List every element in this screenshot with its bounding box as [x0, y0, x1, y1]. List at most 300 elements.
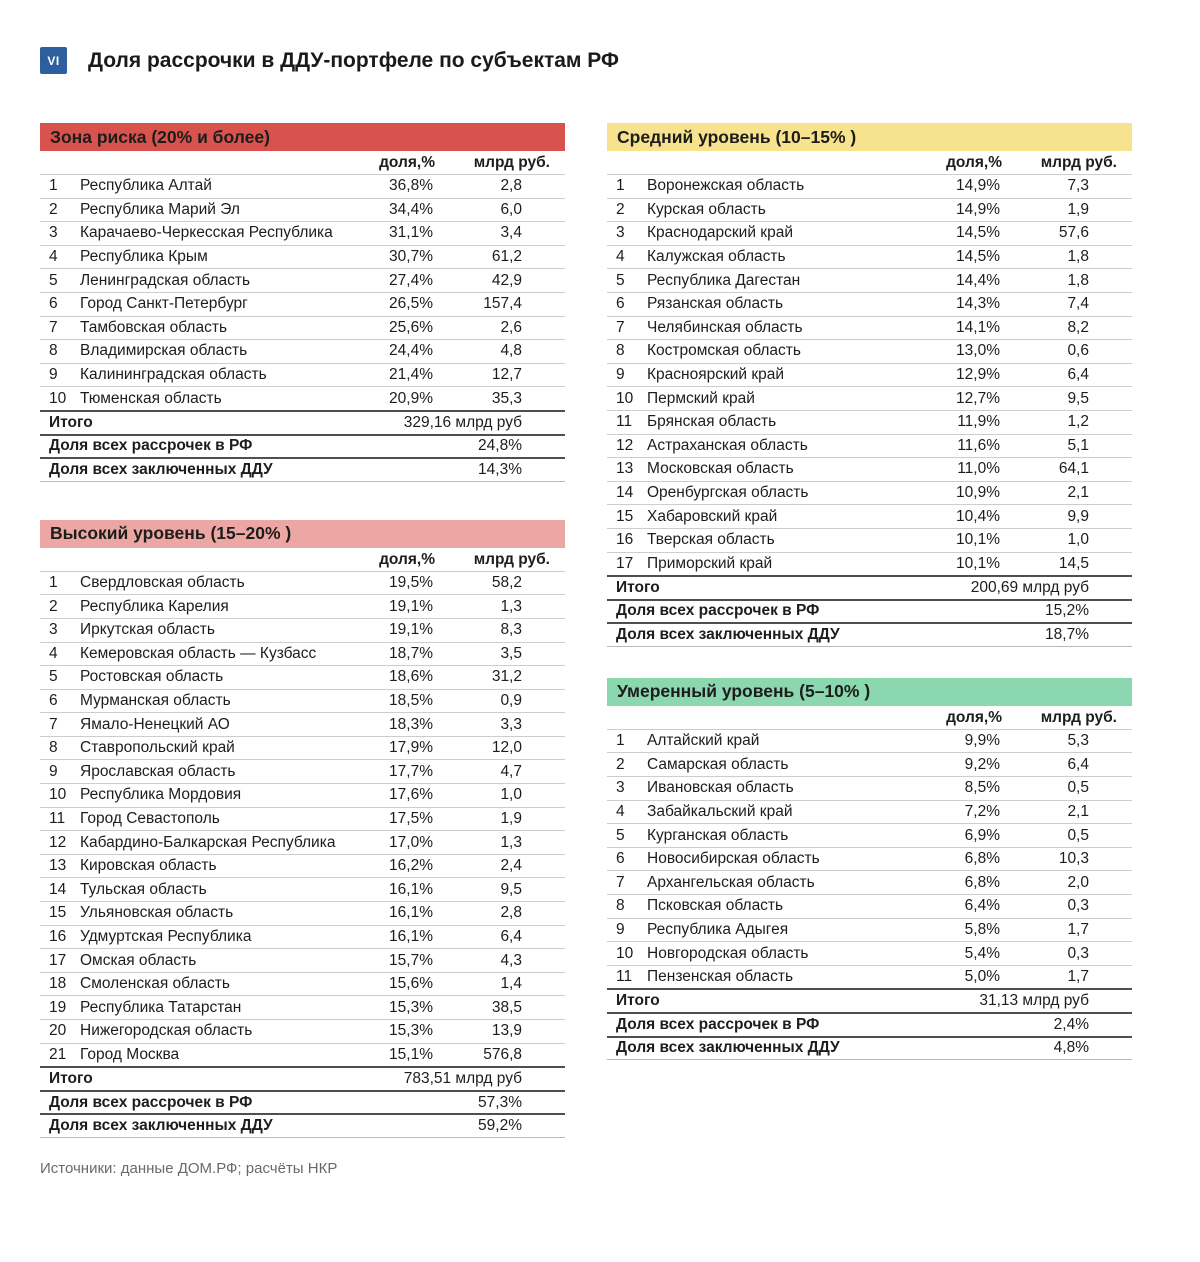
- row-volume: 2,1: [1067, 802, 1089, 820]
- row-rank: 9: [49, 762, 58, 780]
- row-region: Кабардино-Балкарская Республика: [80, 833, 336, 851]
- source-note: Источники: данные ДОМ.РФ; расчёты НКР: [40, 1159, 338, 1177]
- table-risk-zone: [40, 123, 565, 482]
- total-label: Доля всех заключенных ДДУ: [616, 1039, 840, 1057]
- row-volume: 4,3: [500, 951, 522, 969]
- row-share: 19,1%: [389, 621, 433, 639]
- row-rank: 2: [616, 200, 625, 218]
- row-region: Забайкальский край: [647, 802, 793, 820]
- row-region: Красноярский край: [647, 366, 785, 384]
- row-volume: 13,9: [491, 1022, 522, 1040]
- row-region: Ульяновская область: [80, 904, 234, 922]
- row-share: 14,9%: [956, 177, 1000, 195]
- row-region: Город Севастополь: [80, 809, 220, 827]
- total-label: Доля всех заключенных ДДУ: [49, 460, 273, 478]
- row-volume: 1,8: [1067, 248, 1089, 266]
- total-label: Доля всех рассрочек в РФ: [49, 1093, 253, 1111]
- row-volume: 0,3: [1067, 897, 1089, 915]
- column-header-share: доля,%: [946, 154, 1002, 171]
- row-volume: 64,1: [1058, 460, 1089, 478]
- table-row: [40, 221, 565, 245]
- table-row: [607, 870, 1132, 894]
- table-row: [607, 174, 1132, 198]
- row-rank: 15: [49, 904, 67, 922]
- row-share: 27,4%: [389, 271, 433, 289]
- column-header-volume: млрд руб.: [1040, 154, 1117, 171]
- column-header-row: [40, 151, 565, 174]
- table-rows: [40, 174, 565, 410]
- column-header-row: [607, 151, 1132, 174]
- table-row: [607, 386, 1132, 410]
- row-share: 14,5%: [956, 248, 1000, 266]
- row-rank: 5: [49, 668, 58, 686]
- row-region: Город Москва: [80, 1045, 180, 1063]
- table-row: [40, 571, 565, 595]
- table-totals: [607, 988, 1132, 1059]
- row-share: 24,4%: [389, 342, 433, 360]
- row-share: 36,8%: [389, 177, 433, 195]
- total-label: Доля всех рассрочек в РФ: [49, 437, 253, 455]
- row-volume: 6,4: [1067, 366, 1089, 384]
- row-rank: 4: [49, 644, 58, 662]
- column-header-volume: млрд руб.: [1040, 708, 1117, 726]
- row-region: Ставропольский край: [80, 739, 235, 757]
- table-row: [607, 457, 1132, 481]
- row-rank: 3: [49, 224, 58, 242]
- row-volume: 2,0: [1067, 873, 1089, 891]
- row-region: Кировская область: [80, 857, 217, 875]
- row-volume: 0,9: [500, 691, 522, 709]
- row-rank: 6: [616, 850, 625, 868]
- row-share: 17,6%: [389, 786, 433, 804]
- table-row: [607, 847, 1132, 871]
- table-high-level: [40, 520, 565, 1138]
- row-share: 18,6%: [389, 668, 433, 686]
- table-totals: [607, 575, 1132, 646]
- row-region: Тульская область: [80, 880, 207, 898]
- row-region: Калужская область: [647, 248, 786, 266]
- row-region: Республика Алтай: [80, 177, 212, 195]
- row-rank: 3: [616, 224, 625, 242]
- table-row: [607, 528, 1132, 552]
- row-volume: 6,0: [500, 200, 522, 218]
- row-rank: 13: [49, 857, 67, 875]
- row-region: Ямало-Ненецкий АО: [80, 715, 230, 733]
- row-share: 14,9%: [956, 200, 1000, 218]
- table-row: [40, 877, 565, 901]
- row-share: 16,1%: [389, 880, 433, 898]
- table-row: [40, 245, 565, 269]
- table-row: [607, 894, 1132, 918]
- table-row: [607, 752, 1132, 776]
- row-region: Иркутская область: [80, 621, 215, 639]
- row-rank: 1: [49, 177, 58, 195]
- row-volume: 1,7: [1067, 920, 1089, 938]
- row-region: Владимирская область: [80, 342, 248, 360]
- row-share: 11,6%: [957, 436, 1000, 454]
- row-volume: 1,3: [500, 597, 522, 615]
- row-rank: 17: [616, 554, 634, 572]
- row-share: 19,1%: [389, 597, 433, 615]
- total-row: [607, 599, 1132, 623]
- row-volume: 35,3: [491, 389, 522, 407]
- row-share: 9,2%: [964, 755, 1000, 773]
- row-share: 14,1%: [956, 318, 1000, 336]
- total-row: [40, 1066, 565, 1090]
- row-volume: 0,6: [1067, 342, 1089, 360]
- row-share: 34,4%: [389, 200, 433, 218]
- row-volume: 2,4: [500, 857, 522, 875]
- total-row: [607, 622, 1132, 646]
- row-rank: 6: [49, 295, 58, 313]
- row-rank: 7: [49, 318, 58, 336]
- row-share: 19,5%: [389, 574, 433, 592]
- total-label: Итого: [49, 1069, 93, 1087]
- table-row: [40, 386, 565, 410]
- row-volume: 1,4: [500, 975, 522, 993]
- total-value: 2,4%: [1053, 1015, 1089, 1033]
- row-volume: 58,2: [491, 574, 522, 592]
- row-rank: 21: [49, 1045, 67, 1063]
- table-row: [607, 221, 1132, 245]
- row-share: 11,0%: [957, 460, 1000, 478]
- row-share: 30,7%: [389, 248, 433, 266]
- table-row: [40, 642, 565, 666]
- row-share: 11,9%: [957, 413, 1000, 431]
- table-row: [607, 198, 1132, 222]
- row-volume: 3,5: [500, 644, 522, 662]
- table-row: [607, 800, 1132, 824]
- table-row: [40, 783, 565, 807]
- table-row: [607, 941, 1132, 965]
- total-value: 329,16 млрд руб: [403, 413, 522, 431]
- column-header-share: доля,%: [379, 154, 435, 171]
- total-value: 59,2%: [478, 1117, 522, 1135]
- row-region: Тверская область: [647, 531, 775, 549]
- row-share: 10,1%: [956, 531, 1000, 549]
- row-share: 31,1%: [389, 224, 433, 242]
- table-row: [607, 504, 1132, 528]
- total-label: Итого: [616, 578, 660, 596]
- row-region: Псковская область: [647, 897, 784, 915]
- row-rank: 4: [49, 248, 58, 266]
- table-row: [40, 854, 565, 878]
- column-header-share: доля,%: [379, 550, 435, 568]
- row-share: 17,7%: [389, 762, 433, 780]
- row-volume: 42,9: [491, 271, 522, 289]
- row-volume: 6,4: [1067, 755, 1089, 773]
- row-region: Тамбовская область: [80, 318, 228, 336]
- table-row: [607, 434, 1132, 458]
- row-rank: 10: [49, 786, 67, 804]
- row-share: 16,2%: [389, 857, 433, 875]
- row-region: Свердловская область: [80, 574, 245, 592]
- table-row: [40, 712, 565, 736]
- column-header-row: [607, 706, 1132, 729]
- row-share: 14,3%: [956, 295, 1000, 313]
- row-region: Тюменская область: [80, 389, 222, 407]
- row-rank: 20: [49, 1022, 67, 1040]
- total-value: 24,8%: [478, 437, 522, 455]
- figure-number-badge: VI: [40, 47, 67, 74]
- row-rank: 2: [49, 597, 58, 615]
- row-rank: 5: [616, 271, 625, 289]
- row-volume: 5,3: [1067, 732, 1089, 750]
- row-volume: 6,4: [500, 927, 522, 945]
- total-row: [40, 1113, 565, 1137]
- row-share: 17,0%: [389, 833, 433, 851]
- row-region: Республика Татарстан: [80, 998, 242, 1016]
- row-rank: 5: [616, 826, 625, 844]
- row-share: 6,8%: [964, 850, 1000, 868]
- table-row: [40, 689, 565, 713]
- row-share: 16,1%: [389, 927, 433, 945]
- row-region: Республика Карелия: [80, 597, 229, 615]
- row-share: 14,5%: [956, 224, 1000, 242]
- row-share: 6,4%: [964, 897, 1000, 915]
- total-row: [40, 434, 565, 458]
- table-row: [607, 316, 1132, 340]
- row-share: 15,6%: [389, 975, 433, 993]
- row-volume: 5,1: [1067, 436, 1089, 454]
- row-region: Калининградская область: [80, 366, 267, 384]
- row-share: 8,5%: [964, 779, 1000, 797]
- total-label: Доля всех рассрочек в РФ: [616, 602, 820, 620]
- table-row: [607, 481, 1132, 505]
- row-rank: 16: [616, 531, 634, 549]
- row-region: Оренбургская область: [647, 484, 809, 502]
- row-region: Брянская область: [647, 413, 777, 431]
- row-rank: 11: [49, 809, 66, 827]
- column-header-row: [40, 548, 565, 571]
- row-volume: 9,9: [1067, 507, 1089, 525]
- row-region: Приморский край: [647, 554, 773, 572]
- table-row: [40, 316, 565, 340]
- table-row: [40, 198, 565, 222]
- row-rank: 2: [49, 200, 58, 218]
- row-rank: 12: [616, 436, 634, 454]
- row-volume: 1,2: [1067, 413, 1089, 431]
- row-volume: 2,1: [1067, 484, 1089, 502]
- row-rank: 6: [49, 691, 58, 709]
- table-row: [40, 830, 565, 854]
- row-region: Архангельская область: [647, 873, 815, 891]
- table-row: [607, 292, 1132, 316]
- table-row: [40, 901, 565, 925]
- row-share: 5,4%: [964, 944, 1000, 962]
- table-row: [40, 1019, 565, 1043]
- row-rank: 7: [616, 318, 625, 336]
- row-region: Мурманская область: [80, 691, 231, 709]
- table-mid-level: [607, 123, 1132, 647]
- row-volume: 576,8: [483, 1045, 522, 1063]
- row-region: Алтайский край: [647, 732, 760, 750]
- row-rank: 7: [49, 715, 58, 733]
- row-region: Кемеровская область — Кузбасс: [80, 644, 317, 662]
- table-row: [40, 594, 565, 618]
- row-share: 20,9%: [389, 389, 433, 407]
- row-rank: 10: [49, 389, 67, 407]
- total-row: [40, 410, 565, 434]
- row-volume: 61,2: [491, 248, 522, 266]
- row-rank: 19: [49, 998, 67, 1016]
- row-share: 12,7%: [956, 389, 1000, 407]
- row-rank: 9: [49, 366, 58, 384]
- row-share: 17,9%: [389, 739, 433, 757]
- total-row: [40, 1090, 565, 1114]
- row-volume: 57,6: [1058, 224, 1089, 242]
- total-value: 200,69 млрд руб: [970, 578, 1089, 596]
- total-label: Итого: [616, 992, 660, 1010]
- row-region: Хабаровский край: [647, 507, 778, 525]
- total-row: [607, 575, 1132, 599]
- row-rank: 14: [49, 880, 67, 898]
- row-share: 15,3%: [389, 1022, 433, 1040]
- table-row: [607, 245, 1132, 269]
- row-share: 18,3%: [389, 715, 433, 733]
- table-row: [40, 268, 565, 292]
- table-row: [40, 995, 565, 1019]
- row-region: Удмуртская Республика: [80, 927, 252, 945]
- row-volume: 1,3: [500, 833, 522, 851]
- row-rank: 10: [616, 944, 634, 962]
- row-region: Республика Крым: [80, 248, 208, 266]
- row-volume: 1,0: [1067, 531, 1089, 549]
- table-totals: [40, 410, 565, 481]
- table-row: [40, 736, 565, 760]
- row-rank: 8: [49, 342, 58, 360]
- row-rank: 4: [616, 802, 625, 820]
- table-row: [40, 759, 565, 783]
- row-share: 7,2%: [964, 802, 1000, 820]
- row-region: Карачаево-Черкесская Республика: [80, 224, 333, 242]
- row-volume: 7,3: [1067, 177, 1089, 195]
- row-region: Астраханская область: [647, 436, 808, 454]
- total-row: [40, 457, 565, 481]
- row-rank: 5: [49, 271, 58, 289]
- row-volume: 0,5: [1067, 826, 1089, 844]
- table-row: [607, 823, 1132, 847]
- row-region: Ивановская область: [647, 779, 794, 797]
- row-share: 10,4%: [956, 507, 1000, 525]
- row-rank: 8: [616, 897, 625, 915]
- table-row: [40, 174, 565, 198]
- row-region: Пензенская область: [647, 968, 794, 986]
- table-rows: [607, 729, 1132, 989]
- table-row: [40, 339, 565, 363]
- row-share: 25,6%: [389, 318, 433, 336]
- row-region: Республика Марий Эл: [80, 200, 240, 218]
- table-row: [607, 268, 1132, 292]
- row-rank: 11: [616, 413, 633, 431]
- page-title: Доля рассрочки в ДДУ-портфеле по субъектам РФ: [88, 48, 619, 72]
- row-rank: 4: [616, 248, 625, 266]
- tables-layout: [40, 123, 1200, 1138]
- row-volume: 38,5: [491, 998, 522, 1016]
- row-share: 5,8%: [964, 920, 1000, 938]
- row-region: Смоленская область: [80, 975, 230, 993]
- row-volume: 1,9: [1067, 200, 1089, 218]
- row-volume: 10,3: [1058, 850, 1089, 868]
- row-volume: 9,5: [1067, 389, 1089, 407]
- row-volume: 2,8: [500, 177, 522, 195]
- row-share: 12,9%: [956, 366, 1000, 384]
- table-row: [40, 807, 565, 831]
- row-rank: 3: [616, 779, 625, 797]
- row-share: 6,8%: [964, 873, 1000, 891]
- row-rank: 6: [616, 295, 625, 313]
- row-region: Воронежская область: [647, 177, 805, 195]
- total-label: Доля всех заключенных ДДУ: [49, 1117, 273, 1135]
- total-value: 18,7%: [1045, 626, 1089, 644]
- row-region: Челябинская область: [647, 318, 803, 336]
- table-row: [40, 363, 565, 387]
- row-share: 17,5%: [389, 809, 433, 827]
- row-volume: 3,4: [500, 224, 522, 242]
- table-moderate-level: [607, 678, 1132, 1060]
- row-rank: 9: [616, 366, 625, 384]
- left-column: [40, 123, 565, 1138]
- row-rank: 16: [49, 927, 67, 945]
- table-band-mid: Средний уровень (10–15% ): [607, 123, 1132, 151]
- row-rank: 1: [616, 177, 625, 195]
- row-volume: 14,5: [1058, 554, 1089, 572]
- row-share: 16,1%: [389, 904, 433, 922]
- row-region: Костромская область: [647, 342, 801, 360]
- table-row: [607, 776, 1132, 800]
- total-label: Итого: [49, 413, 93, 431]
- row-region: Краснодарский край: [647, 224, 793, 242]
- table-row: [40, 925, 565, 949]
- row-rank: 2: [616, 755, 625, 773]
- row-volume: 3,3: [500, 715, 522, 733]
- row-volume: 4,8: [500, 342, 522, 360]
- row-rank: 8: [616, 342, 625, 360]
- row-share: 13,0%: [956, 342, 1000, 360]
- right-column: [607, 123, 1132, 1138]
- row-share: 6,9%: [964, 826, 1000, 844]
- row-share: 26,5%: [389, 295, 433, 313]
- row-volume: 1,8: [1067, 271, 1089, 289]
- row-volume: 1,0: [500, 786, 522, 804]
- row-volume: 12,7: [491, 366, 522, 384]
- column-header-share: доля,%: [946, 708, 1002, 726]
- total-value: 57,3%: [478, 1093, 522, 1111]
- table-row: [40, 948, 565, 972]
- row-region: Омская область: [80, 951, 197, 969]
- table-row: [40, 618, 565, 642]
- row-volume: 4,7: [500, 762, 522, 780]
- row-rank: 1: [49, 574, 58, 592]
- total-row: [607, 1036, 1132, 1060]
- total-value: 15,2%: [1045, 602, 1089, 620]
- total-value: 783,51 млрд руб: [403, 1069, 522, 1087]
- row-region: Республика Мордовия: [80, 786, 242, 804]
- row-rank: 9: [616, 920, 625, 938]
- row-volume: 8,2: [1067, 318, 1089, 336]
- row-volume: 9,5: [500, 880, 522, 898]
- row-region: Республика Адыгея: [647, 920, 789, 938]
- row-volume: 12,0: [491, 739, 522, 757]
- row-region: Пермский край: [647, 389, 755, 407]
- row-region: Самарская область: [647, 755, 789, 773]
- row-region: Ленинградская область: [80, 271, 251, 289]
- table-row: [40, 972, 565, 996]
- total-row: [607, 988, 1132, 1012]
- row-region: Город Санкт-Петербург: [80, 295, 248, 313]
- row-share: 18,5%: [389, 691, 433, 709]
- row-region: Нижегородская область: [80, 1022, 253, 1040]
